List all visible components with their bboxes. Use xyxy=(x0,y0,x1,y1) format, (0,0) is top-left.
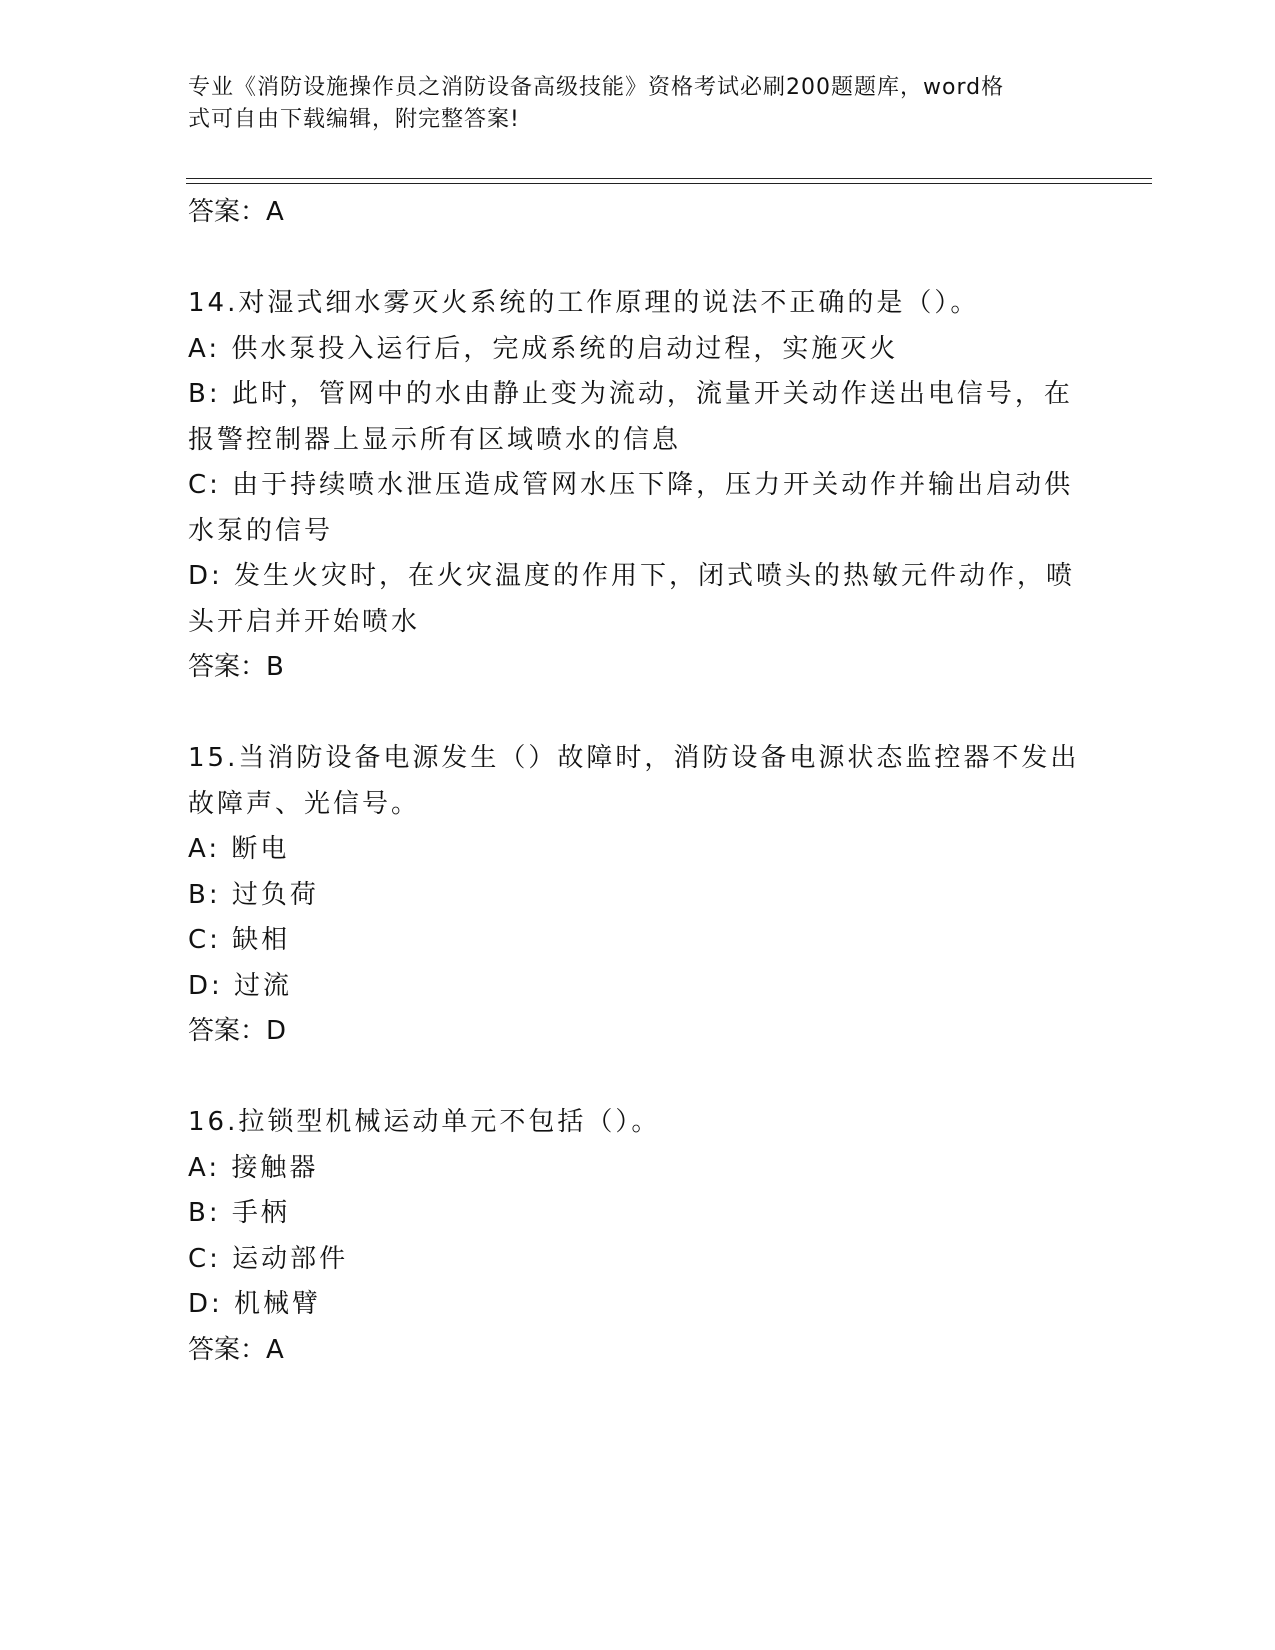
option-d-continued: 头开启并开始喷水 xyxy=(188,606,421,637)
option-d: D: 过流 xyxy=(188,970,293,1001)
answer-line: 答案：D xyxy=(188,1016,287,1046)
option-c: C: 缺相 xyxy=(188,925,291,955)
answer-line: 答案：A xyxy=(188,197,284,227)
option-a: A: 供水泵投入运行后，完成系统的启动过程，实施灭火 xyxy=(188,333,899,364)
question-stem: 14.对湿式细水雾灭火系统的工作原理的说法不正确的是（）。 xyxy=(188,288,980,318)
spacer xyxy=(188,691,1088,737)
header-rule-top xyxy=(186,178,1152,179)
document-body xyxy=(188,190,1088,1373)
question-block xyxy=(188,281,1088,691)
option-a: A: 接触器 xyxy=(188,1152,319,1183)
option-d: D: 发生火灾时，在火灾温度的作用下，闭式喷头的热敏元件动作，喷 xyxy=(188,561,1076,591)
option-b: B: 过负荷 xyxy=(188,879,319,910)
option-c: C: 运动部件 xyxy=(188,1243,349,1274)
question-stem: 15.当消防设备电源发生（）故障时，消防设备电源状态监控器不发出 xyxy=(188,743,1080,773)
spacer xyxy=(188,236,1088,282)
answer-line: 答案：B xyxy=(188,652,284,682)
option-a: A: 断电 xyxy=(188,834,290,864)
option-b-continued: 报警控制器上显示所有区域喷水的信息 xyxy=(188,424,682,455)
question-stem: 16.拉锁型机械运动单元不包括（）。 xyxy=(188,1107,661,1137)
document-header xyxy=(188,72,1068,136)
option-b: B: 手柄 xyxy=(188,1198,290,1228)
question-block xyxy=(188,1100,1088,1373)
option-d: D: 机械臂 xyxy=(188,1289,322,1319)
question-block xyxy=(188,736,1088,1055)
option-c-continued: 水泵的信号 xyxy=(188,515,334,546)
header-line-2: 式可自由下载编辑，附完整答案! xyxy=(188,107,520,132)
option-c: C: 由于持续喷水泄压造成管网水压下降，压力开关动作并输出启动供 xyxy=(188,470,1074,500)
spacer xyxy=(188,1055,1088,1101)
answer-line: 答案：A xyxy=(188,1334,284,1365)
header-line-1: 专业《消防设施操作员之消防设备高级技能》资格考试必刷200题题库，word格 xyxy=(188,75,1005,100)
question-stem-continued: 故障声、光信号。 xyxy=(188,788,421,819)
header-rule-bottom xyxy=(186,183,1152,184)
option-b: B: 此时，管网中的水由静止变为流动，流量开关动作送出电信号，在 xyxy=(188,379,1073,409)
